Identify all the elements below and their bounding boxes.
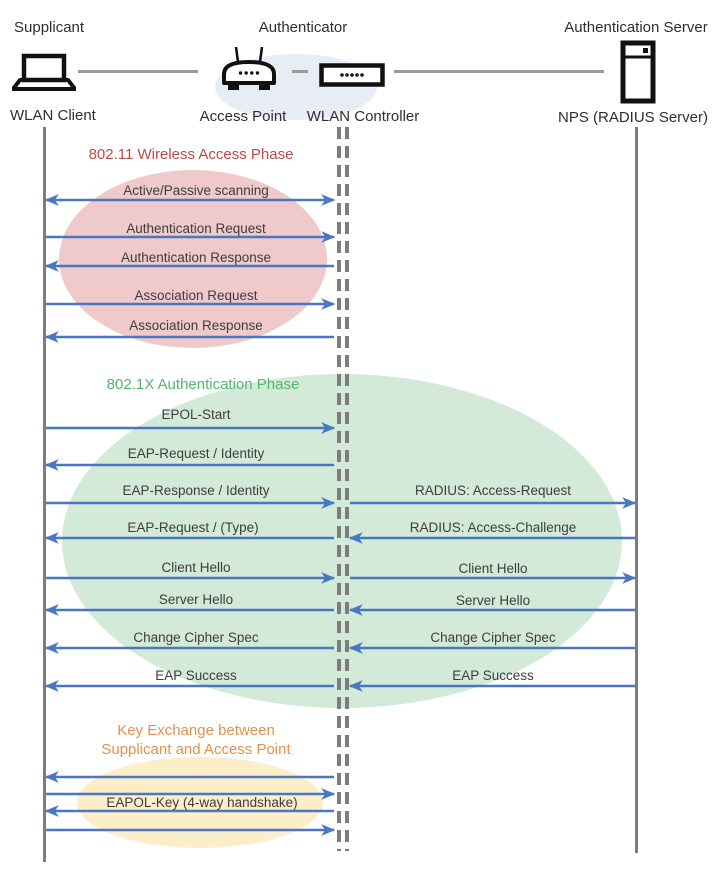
wlan-client-label: WLAN Client [10, 107, 96, 124]
phase2-title: 802.1X Authentication Phase [106, 376, 300, 393]
message-label: EAP-Request / (Type) [127, 520, 259, 535]
message-label: Association Request [134, 288, 258, 303]
phase3-title-line1: Key Exchange between [117, 722, 275, 739]
phase2-ellipse [62, 374, 622, 708]
message-label: Change Cipher Spec [430, 630, 556, 645]
message-label: Active/Passive scanning [123, 183, 269, 198]
phase1-title: 802.11 Wireless Access Phase [88, 146, 294, 163]
connector-ap-controller [292, 70, 308, 73]
message-label: Authentication Response [120, 250, 272, 265]
auth-server-role-label: Authentication Server [564, 19, 708, 36]
message-label: Server Hello [455, 593, 531, 608]
wlan-controller-icon [319, 63, 385, 87]
phase3-title-line2: Supplicant and Access Point [101, 741, 291, 758]
access-point-icon [220, 45, 278, 93]
wlan-controller-label: WLAN Controller [306, 108, 420, 125]
nps-lifeline [635, 127, 638, 853]
message-label: RADIUS: Access-Challenge [409, 520, 577, 535]
message-label: Association Response [129, 318, 263, 333]
server-icon [620, 40, 656, 104]
message-label: RADIUS: Access-Request [414, 483, 572, 498]
message-label: Change Cipher Spec [133, 630, 259, 645]
message-label: EAP Success [155, 668, 237, 683]
supplicant-lifeline [43, 127, 46, 862]
message-label: EPOL-Start [161, 407, 231, 422]
message-label: EAP-Request / Identity [127, 446, 265, 461]
message-label: Authentication Request [126, 221, 266, 236]
controller-lifeline-right [345, 127, 349, 851]
message-label: EAP Success [452, 668, 534, 683]
message-label: Client Hello [458, 561, 528, 576]
authenticator-role-label: Authenticator [258, 19, 348, 36]
connector-client-ap [78, 70, 198, 73]
access-point-label: Access Point [199, 108, 287, 125]
message-label: Server Hello [158, 592, 234, 607]
nps-label: NPS (RADIUS Server) [557, 109, 709, 126]
connector-controller-nps [394, 70, 604, 73]
laptop-icon [12, 52, 76, 92]
message-label: EAPOL-Key (4-way handshake) [106, 795, 298, 810]
controller-lifeline-left [337, 127, 341, 851]
supplicant-role-label: Supplicant [14, 19, 85, 36]
message-label: Client Hello [161, 560, 231, 575]
message-label: EAP-Response / Identity [122, 483, 270, 498]
